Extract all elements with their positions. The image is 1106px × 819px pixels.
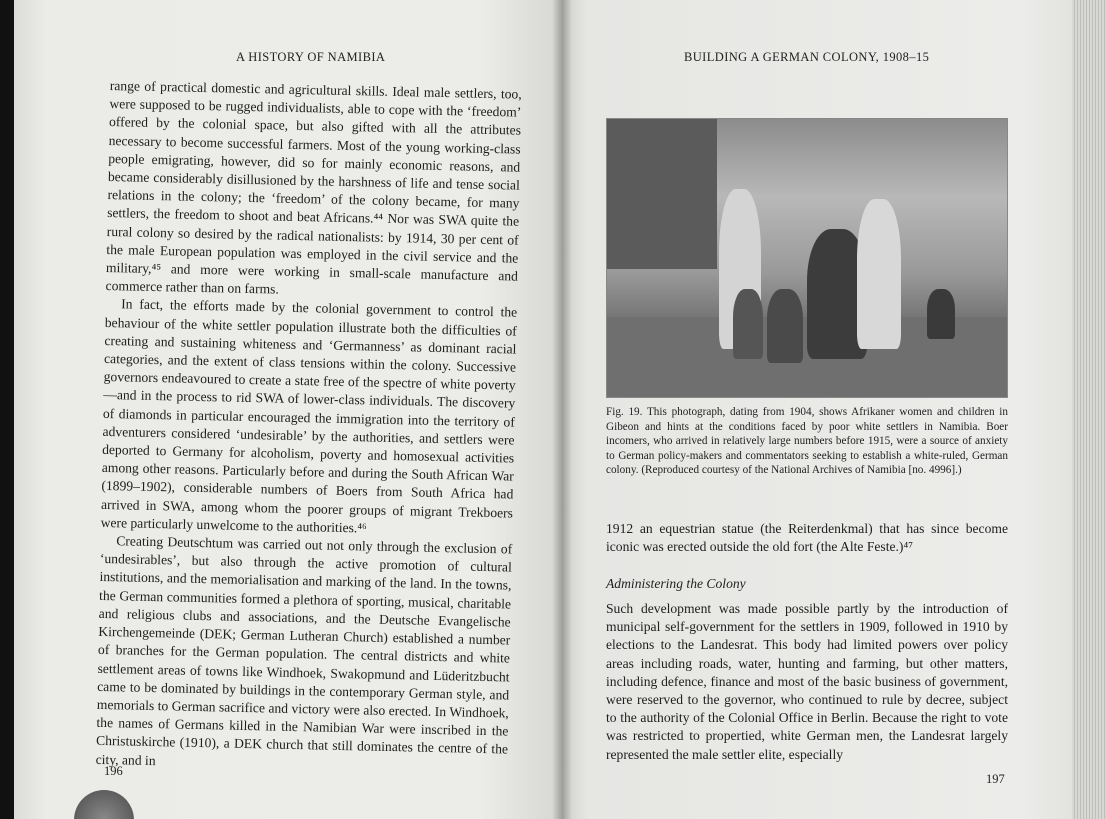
book-gutter [552,0,572,819]
historical-photograph [606,118,1008,398]
left-page [14,0,562,819]
figure-caption: Fig. 19. This photograph, dating from 1904, shows Afrikaner women and children in Gibeon and hints at the conditions faced by poor white settlers in Namibia. Boer incomers, who arrived in relatively large numbers before 1915, were a source of anxiety to German policy-makers and commentators seeking to establish a white-ruled, German colony. (Reproduced courtesy of the National Archives of Namibia [no. 4996].) [606,406,1008,477]
person-figure [733,289,763,359]
right-page [562,0,1072,819]
person-figure [857,199,901,349]
left-body-text [96,77,522,777]
person-figure [927,289,955,339]
page-edges [1072,0,1106,819]
person-figure [767,289,803,363]
thumb-shadow [74,790,134,819]
page-number-left: 196 [104,764,123,778]
page-number-right: 197 [986,772,1005,786]
section-heading: Administering the Colony [606,576,746,591]
section-text: Such development was made possible partly by the introduction of municipal self-government for the settlers in 1909, followed in 1910 by elections to the Landesrat. This body had limited powers over policy areas including roads, water, hunting and farming, but other matters, including defence, finance and most of the basic business of government, were reserved to the governor, who continued to rule by decree, subject to the authority of the Colonial Office in Berlin. Because the right to vote was restricted to propertied, white German men, the Landesrat largely represented the male settler elite, especially [606,601,1008,762]
running-header-right: BUILDING A GERMAN COLONY, 1908–15 [684,50,930,64]
paragraph: Creating Deutschtum was carried out not only through the exclusion of ‘undesirables’, but also through the active promotion of cultural institutions, and the memorialisation and marking of the land. In the towns, the German communities formed a plethora of sporting, musical, charitable and religious clubs and associations, and the Deutsche Evangelische Kirchengemeinde (DEK; German Lutheran Church) established a number of branches for the German population. The central districts and white settlement areas of towns like Windhoek, Swakopmund and Lüderitzbucht came to be dominated by buildings in the contemporary German style, and memorials to German sacrifice and victory were also erected. In Windhoek, the names of Germans killed in the Namibian War were inscribed in the Christuskirche (1910), a DEK church that still dominates the centre of the city, and in [95,533,513,768]
building-shape [607,119,717,269]
continuation-text: 1912 an equestrian statue (the Reiterdenkmal) that has since become iconic was erected outside the old fort (the Alte Feste.)⁴⁷ [606,521,1008,555]
running-header-left: A HISTORY OF NAMIBIA [236,50,386,64]
paragraph: In fact, the efforts made by the colonial government to control the behaviour of the white settler population illustrate both the difficulties of creating and sustaining whiteness and ‘Germanness’ as dominant racial categories, and the extent of class tensions within the colony. Successive governors endeavoured to create a state free of the spectre of white poverty—and in the process to rid SWA of lower-class individuals. The discovery of diamonds in particular encouraged the immigration into the territory of adventurers considered ‘undesirable’ by the authorities, and settlers were deported to Germany for alcoholism, poverty and homosexual activities among other reasons. Particularly before and during the South African War (1899–1902), considerable numbers of Boers from South Africa had arrived in SWA, among whom the poorer groups of migrant Trekboers were particularly unwelcome to the authorities.⁴⁶ [100,296,518,536]
paragraph: range of practical domestic and agricultural skills. Ideal male settlers, too, were supposed to be rugged individualists, able to cope with the ‘freedom’ offered by the colonial space, but also gifted with all the attributes necessary to become successful farmers. Most of the young working-class people emigrating, however, did so for mainly economic reasons, and became considerably disillusioned by the harshness of life and tense social relations in the colony; the ‘freedom’ of the colony became, for many settlers, the freedom to shoot and beat Africans.⁴⁴ Nor was SWA quite the rural colony so desired by the radical nationalists: by 1914, 30 per cent of the male European population was employed in the civil service and the military,⁴⁵ and more were working in small-scale manufacture and commerce rather than on farms. [105,77,522,297]
